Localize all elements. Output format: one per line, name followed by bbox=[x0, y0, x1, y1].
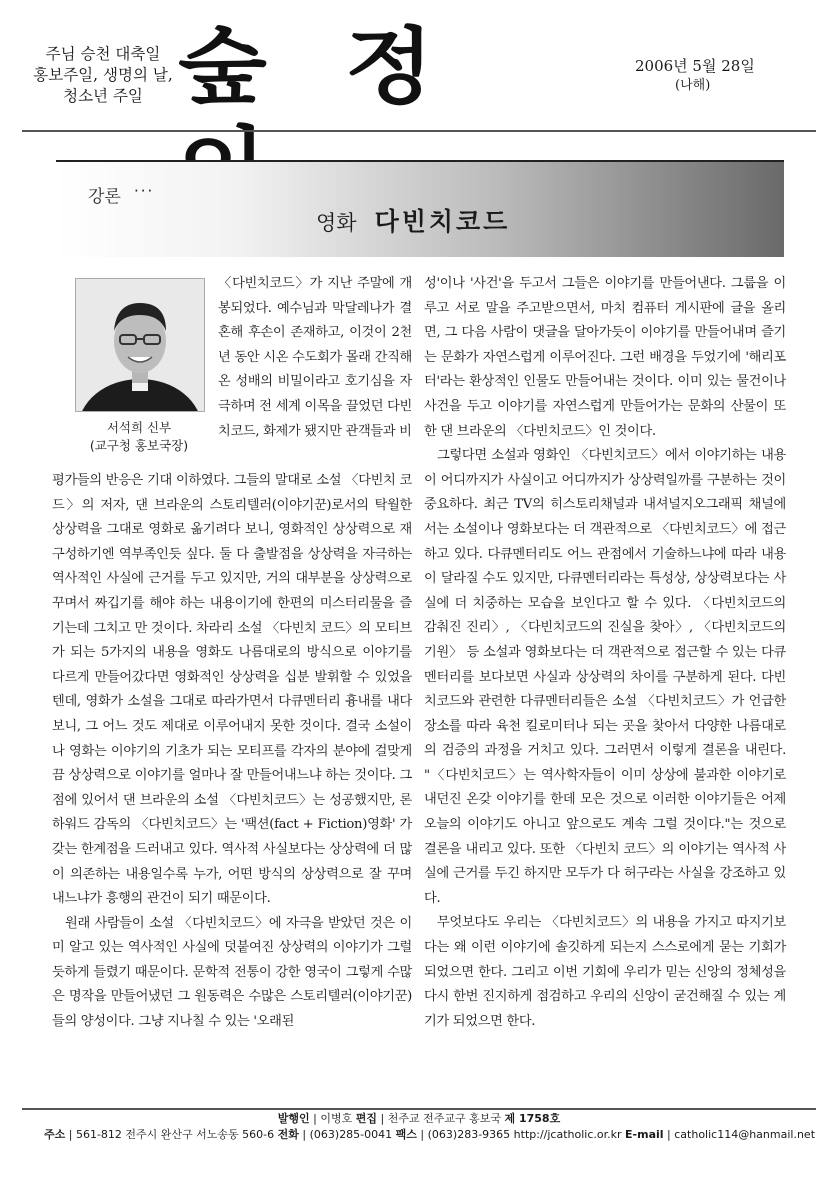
author-photo bbox=[75, 278, 205, 412]
article-title-prefix: 영화 bbox=[316, 211, 357, 235]
fax-label: 팩스 bbox=[395, 1128, 417, 1141]
newsletter-logo bbox=[178, 18, 608, 128]
issue-date: 2006년 5월 28일 bbox=[635, 57, 755, 75]
author-name: 서석희 신부 bbox=[106, 420, 172, 435]
article-column-2 bbox=[424, 272, 786, 1034]
footer-contact: 주소 | 561-812 전주시 완산구 서노송동 560-6 전화 | (063)285-0041 팩스 | (063)283-9365 http://jcatholic.or.kr E-mail | catholic114@hanmail.net bbox=[44, 1128, 816, 1141]
author-caption bbox=[60, 419, 218, 455]
email-link[interactable]: catholic114@hanmail.net bbox=[674, 1128, 816, 1141]
issue-number: 제 1758호 bbox=[504, 1112, 561, 1125]
author-role: (교구청 홍보국장) bbox=[89, 438, 189, 453]
fax: (063)283-9365 bbox=[427, 1128, 511, 1141]
article-paragraph: 평가들의 반응은 기대 이하였다. 그들의 말대로 소설 〈다빈치 코드〉의 저자, 댄 브라운의 스토리텔러(이야기꾼)로서의 탁월한 상상력을 그대로 영화로 옮기려다 보니, 영화적인 상상력으로 재구성하기엔 역부족인듯 싶다. 둘 다 출발점을 상상력을 자극하는 역사적인 사실에 근거를 두고 있지만, 거의 대부분을 상상력으로 꾸며서 짜깁기를 해야 하는 내용이기에 한편의 미스터리물을 즐기는데 그치고 만 것이다. 차라리 소설 〈다빈치 코드〉의 모티브가 되는 5가지의 내용을 영화도 나름대로의 방식으로 이야기를 다르게 만들어갔다면 영화적인 상상력을 십분 발휘할 수 있었을 텐데, 영화가 소설을 그대로 따라가면서 다큐멘터리 흉내를 내다보니, 그 어느 것도 제대로 이루어내지 못한 것이다. 결국 소설이나 영화는 이야기의 기초가 되는 모티프를 각자의 분야에 걸맞게끔 상상력으로 이야기를 얼마나 잘 만들어내느냐 하는 것이다. 그 점에 있어서 댄 브라운의 소설 〈다빈치코드〉는 성공했지만, 론 하워드 감독의 〈다빈치코드〉는 '팩션(fact + Fiction)영화' 가 갖는 한계점을 드러내고 있다. 역사적 사실보다는 상상력에 더 많이 의존하는 내용일수록 누가, 어떤 방식의 상상력으로 잘 꾸며 내느냐가 흥행의 관건이 되기 때문이다. bbox=[52, 473, 412, 907]
masthead-date bbox=[635, 56, 815, 96]
logo-text: 숲정 bbox=[178, 18, 512, 116]
publisher-label: 발행인 bbox=[277, 1112, 310, 1125]
article-column-1 bbox=[52, 469, 412, 1035]
article-paragraph: 무엇보다도 우리는 〈다빈치코드〉의 내용을 가지고 따지기보다는 왜 이런 이야기에 솔깃하게 되는지 스스로에게 묻는 기회가 되었으면 한다. 그리고 이번 기회에 우리가 믿는 신앙의 정체성을 다시 한번 진지하게 점검하고 우리의 신앙이 굳건해질 수 있는 계기가 되었으면 한다. bbox=[424, 915, 786, 1029]
editor-label: 편집 bbox=[355, 1112, 378, 1125]
occasion-line-2: 홍보주일, 생명의 날, bbox=[33, 66, 173, 84]
phone: (063)285-0041 bbox=[309, 1128, 393, 1141]
email-label: E-mail bbox=[625, 1128, 664, 1141]
priest-portrait-image bbox=[76, 279, 204, 411]
article-column-1-top bbox=[218, 272, 412, 444]
footer-divider bbox=[22, 1108, 816, 1110]
liturgical-year: (나해) bbox=[675, 78, 711, 93]
article-paragraph: 〈다빈치코드〉가 지난 주말에 개봉되었다. 예수님과 막달레나가 결혼해 후손이 존재하고, 이것이 2천년 동안 시온 수도회가 몰래 간직해온 성배의 비밀이라고 호기심을 자극하며 전 세계 이목을 끌었던 다빈치코드, 화제가 됐지만 관객들과 비 bbox=[218, 276, 412, 439]
address-label: 주소 bbox=[44, 1128, 66, 1141]
masthead-occasion bbox=[28, 44, 178, 107]
section-dots: ··· bbox=[134, 182, 155, 200]
phone-label: 전화 bbox=[277, 1128, 299, 1141]
editor-name: 천주교 전주교구 홍보국 bbox=[387, 1112, 501, 1125]
article-paragraph: 그렇다면 소설과 영화인 〈다빈치코드〉에서 이야기하는 내용이 어디까지가 사실이고 어디까지가 상상력일까를 구분하는 것이 중요하다. 최근 TV의 히스토리채널과 내셔널지오그래픽 채널에서는 소설이나 영화보다는 더 객관적으로 〈다빈치코드〉에 접근하고 있다. 다큐멘터리도 어느 관점에서 기술하느냐에 따라 내용이 달라질 수도 있지만, 다큐멘터리라는 특성상, 상상력보다는 사실에 더 치중하는 모습을 보인다고 할 수 있다. 〈다빈치코드의 감춰진 진리〉, 〈다빈치코드의 진실을 찾아〉, 〈다빈치코드의 기원〉 등 소설과 영화보다는 더 객관적으로 접근할 수 있는 다큐멘터리를 보다보면 사실과 상상력의 차이를 구분하게 된다. 다빈치코드와 관련한 다큐멘터리들은 소설 〈다빈치코드〉가 언급한 장소를 따라 육천 킬로미터나 되는 곳을 찾아서 다양한 나름대로의 검증의 과정을 거치고 있다. 그러면서 이렇게 결론을 내린다. "〈다빈치코드〉는 역사학자들이 이미 상상에 불과한 이야기로 내던진 온갖 이야기를 한데 모은 것으로 이러한 이야기들은 어제 오늘의 이야기도 아니고 앞으로도 계속 그럴 것이다."는 것으로 결론을 내리고 있다. 또한 〈다빈치 코드〉의 이야기는 역사적 사실에 근거를 두긴 하지만 모두가 다 허구라는 사실을 강조하고 있다. bbox=[424, 448, 786, 906]
article-banner bbox=[56, 160, 784, 257]
article-title-main: 다빈치코드 bbox=[374, 207, 511, 236]
address: 561-812 전주시 완산구 서노송동 560-6 bbox=[75, 1128, 275, 1141]
header-divider bbox=[22, 130, 816, 132]
article-paragraph: 성'이나 '사건'을 두고서 그들은 이야기를 만들어낸다. 그룹을 이루고 서로 말을 주고받으면서, 마치 컴퓨터 게시판에 글을 올리면, 그 다음 사람이 댓글을 달아가듯이 이야기를 만들어내며 즐기는 문화가 자연스럽게 이루어진다. 그런 배경을 두었기에 '해리포터'라는 환상적인 인물도 만들어내는 것이다. 이미 있는 물건이나 사건을 두고 이야기를 자연스럽게 만들어가는 문화의 산물이 또한 댄 브라운의 〈다빈치코드〉인 것이다. bbox=[424, 276, 786, 439]
occasion-line-1: 주님 승천 대축일 bbox=[45, 45, 161, 63]
occasion-line-3: 청소년 주일 bbox=[63, 87, 143, 105]
footer-publisher: 발행인 | 이병호 편집 | 천주교 전주교구 홍보국 제 1758호 bbox=[277, 1112, 561, 1125]
section-label: 강론 bbox=[88, 187, 121, 207]
article-paragraph: 원래 사람들이 소설 〈다빈치코드〉에 자극을 받았던 것은 이미 알고 있는 역사적인 사실에 덧붙여진 상상력의 이야기가 그럴듯하게 들렸기 때문이다. 문학적 전통이 강한 영국이 그렇게 수많은 명작을 만들어냈던 그 원동력은 수많은 스토리텔러(이야기꾼)들의 양성이다. 그냥 지나칠 수 있는 '오래된 bbox=[52, 915, 412, 1030]
website-link[interactable]: http://jcatholic.or.kr bbox=[513, 1128, 622, 1141]
publisher-name: 이병호 bbox=[320, 1112, 353, 1125]
article-title bbox=[316, 202, 510, 238]
